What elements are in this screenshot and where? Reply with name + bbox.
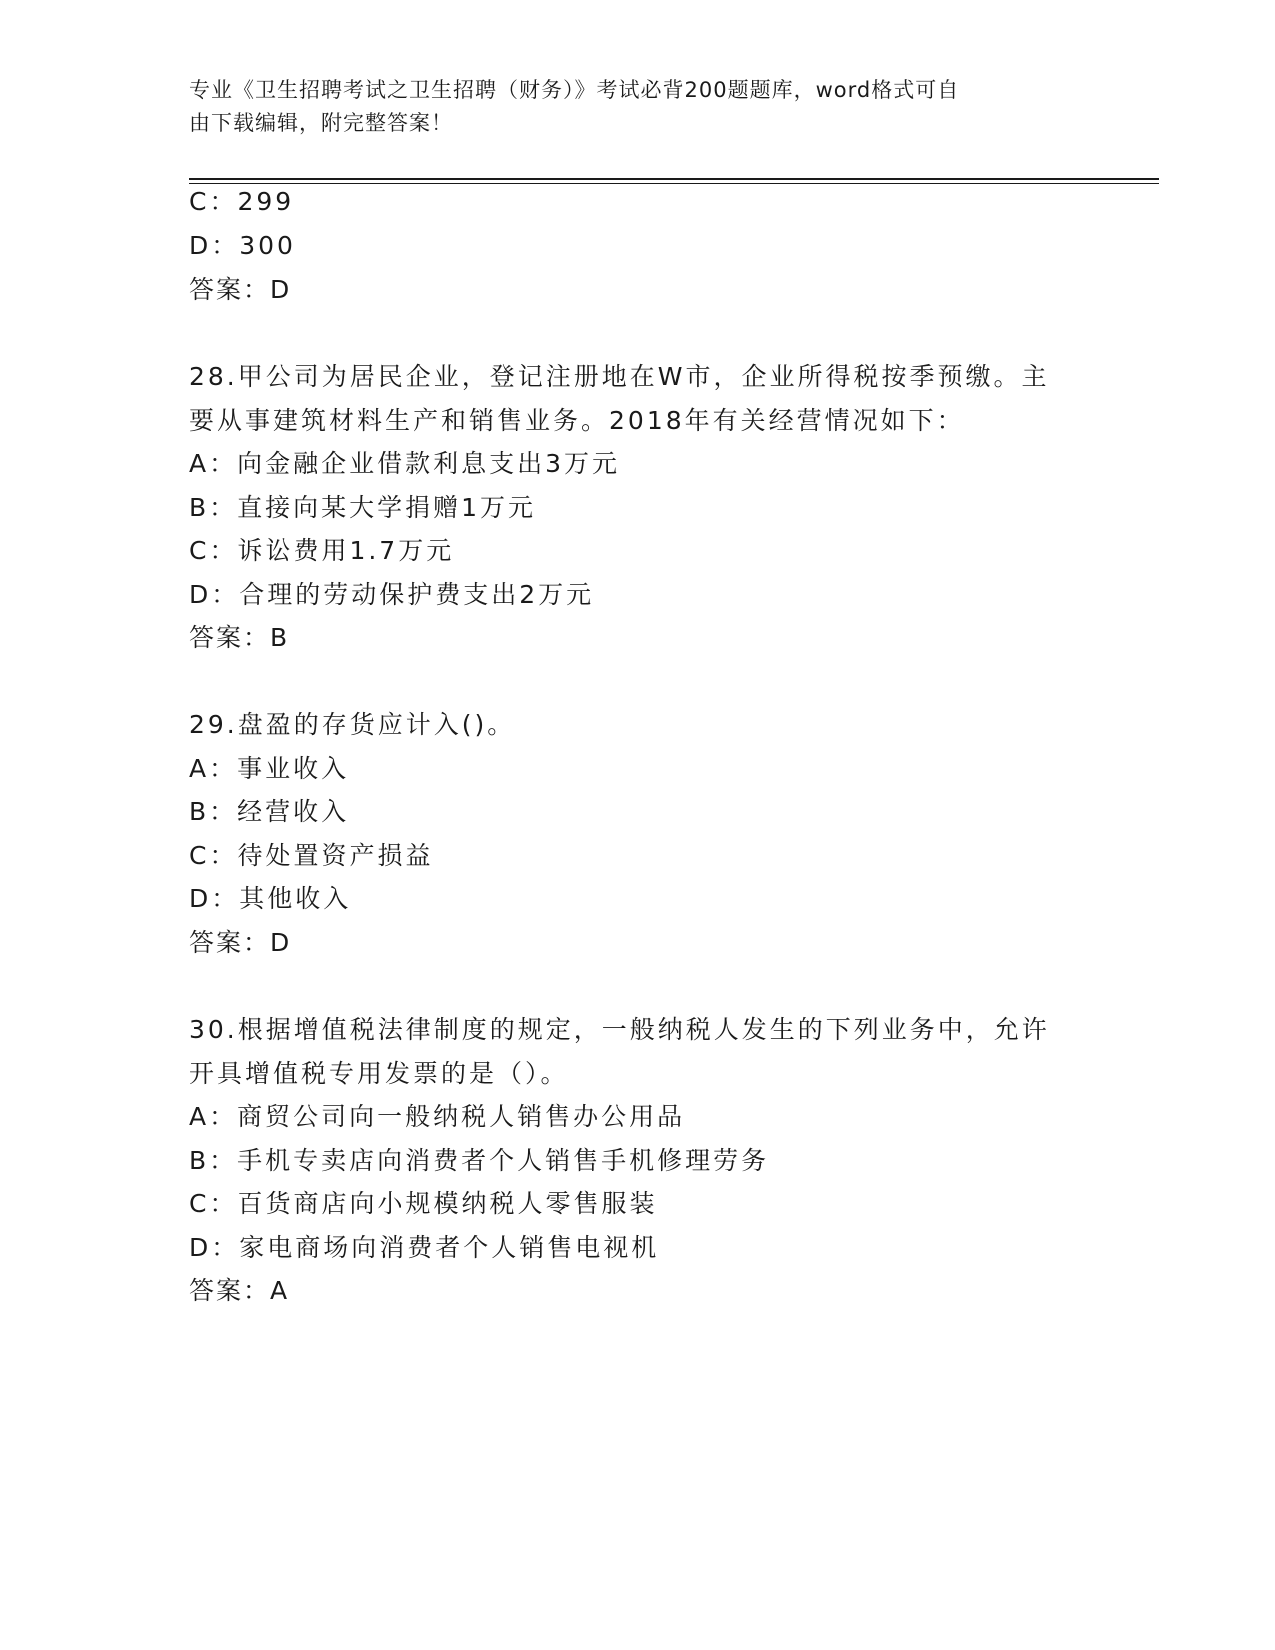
q29-option-b: B：经营收入 (189, 797, 350, 826)
q28-answer: 答案：B (189, 623, 290, 652)
q29-option-d: D：其他收入 (189, 884, 352, 913)
q30-option-c: C：百货商店向小规模纳税人零售服装 (189, 1189, 658, 1218)
q30-answer: 答案：A (189, 1276, 290, 1305)
q28-option-c: C：诉讼费用1.7万元 (189, 536, 455, 565)
q29-option-a: A：事业收入 (189, 754, 350, 783)
q28-option-b: B：直接向某大学捐赠1万元 (189, 493, 537, 522)
header-divider (189, 178, 1159, 184)
q28-stem-line-2: 要从事建筑材料生产和销售业务。2018年有关经营情况如下： (189, 406, 965, 435)
q30-option-b: B：手机专卖店向消费者个人销售手机修理劳务 (189, 1146, 770, 1175)
q30-option-a: A：商贸公司向一般纳税人销售办公用品 (189, 1102, 686, 1131)
q29-stem-line-1: 29.盘盈的存货应计入()。 (189, 710, 516, 739)
q27-option-c: C：299 (189, 187, 295, 216)
q30-option-d: D：家电商场向消费者个人销售电视机 (189, 1233, 660, 1262)
q29-option-c: C：待处置资产损益 (189, 841, 434, 870)
q28-option-a: A：向金融企业借款利息支出3万元 (189, 449, 621, 478)
q28-stem-line-1: 28.甲公司为居民企业，登记注册地在W市，企业所得税按季预缴。主 (189, 362, 1050, 391)
q30-stem-line-2: 开具增值税专用发票的是（）。 (189, 1059, 569, 1088)
header-title-line-2: 由下载编辑，附完整答案！ (189, 111, 453, 135)
header-title-line-1: 专业《卫生招聘考试之卫生招聘（财务）》考试必背200题题库，word格式可自 (189, 78, 960, 102)
document-header (189, 74, 1089, 140)
q30-stem-line-1: 30.根据增值税法律制度的规定，一般纳税人发生的下列业务中，允许 (189, 1015, 1050, 1044)
q28-option-d: D：合理的劳动保护费支出2万元 (189, 580, 595, 609)
q29-answer: 答案：D (189, 928, 292, 957)
q27-answer: 答案：D (189, 275, 292, 304)
q27-option-d: D：300 (189, 231, 296, 260)
